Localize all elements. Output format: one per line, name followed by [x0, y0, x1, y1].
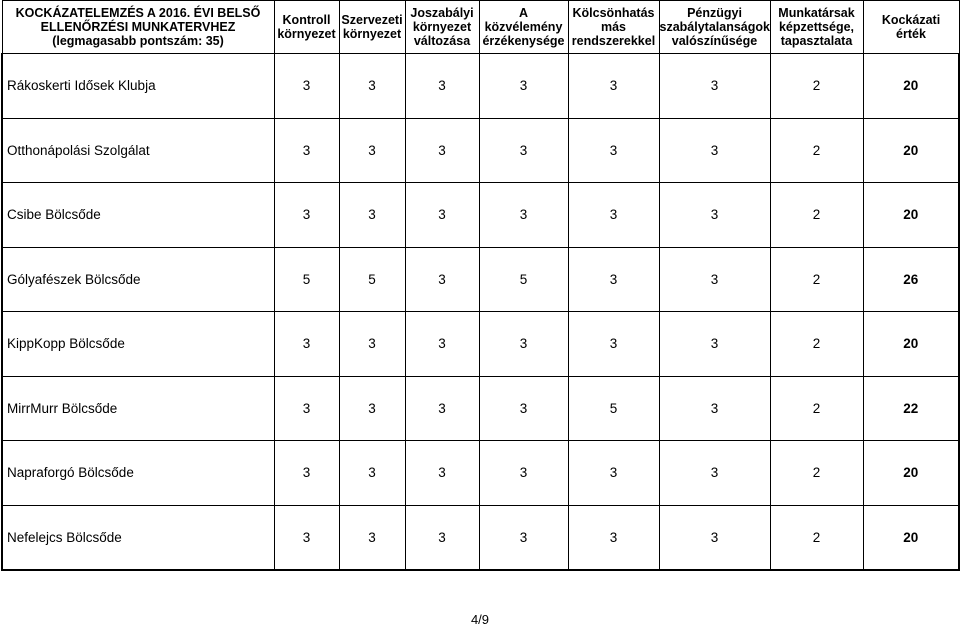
score-cell: 5: [479, 247, 568, 312]
row-name: Napraforgó Bölcsőde: [2, 441, 274, 506]
total-cell: 26: [863, 247, 959, 312]
score-cell: 3: [479, 54, 568, 119]
row-name: Nefelejcs Bölcsőde: [2, 505, 274, 570]
score-cell: 3: [339, 54, 405, 119]
col-header-line: valószínűsége: [671, 34, 758, 48]
col-header-szervezeti: [339, 1, 405, 54]
col-header-line: Pénzügyi: [687, 6, 742, 20]
col-header-jogszabalyi: [405, 1, 479, 54]
score-cell: 3: [479, 118, 568, 183]
row-name: MirrMurr Bölcsőde: [2, 376, 274, 441]
score-cell: 3: [339, 505, 405, 570]
col-header-kozvelemeny: [479, 1, 568, 54]
col-header-line: környezet: [342, 27, 402, 41]
score-cell: 3: [274, 183, 339, 248]
col-header-kontroll: [274, 1, 339, 54]
col-header-line: Kockázati: [881, 13, 941, 27]
col-header-line: változása: [413, 34, 471, 48]
col-header-line: más: [600, 20, 627, 34]
score-cell: 3: [568, 118, 659, 183]
col-header-line: Kontroll: [282, 13, 331, 27]
total-cell: 20: [863, 312, 959, 377]
table-row: [2, 505, 959, 570]
score-cell: 3: [339, 441, 405, 506]
col-header-line: szabálytalanságok: [659, 20, 770, 34]
total-cell: 22: [863, 376, 959, 441]
score-cell: 5: [274, 247, 339, 312]
col-header-line: érzékenysége: [482, 34, 565, 48]
score-cell: 3: [405, 183, 479, 248]
col-header-munkatarsak: [770, 1, 863, 54]
table-title: [2, 1, 274, 54]
score-cell: 3: [339, 312, 405, 377]
col-header-line: Munkatársak: [778, 6, 855, 20]
score-cell: 3: [568, 183, 659, 248]
score-cell: 3: [568, 312, 659, 377]
score-cell: 3: [479, 505, 568, 570]
score-cell: 3: [568, 441, 659, 506]
title-line: ELLENŐRZÉSI MUNKATERVHEZ: [40, 20, 236, 34]
score-cell: 3: [659, 247, 770, 312]
score-cell: 3: [659, 183, 770, 248]
col-header-line: érték: [896, 27, 926, 41]
score-cell: 3: [479, 312, 568, 377]
score-cell: 5: [568, 376, 659, 441]
score-cell: 3: [405, 54, 479, 119]
col-header-penzugyi: [659, 1, 770, 54]
score-cell: 3: [274, 118, 339, 183]
table-row: [2, 441, 959, 506]
score-cell: 3: [659, 376, 770, 441]
score-cell: 3: [568, 54, 659, 119]
total-cell: 20: [863, 441, 959, 506]
score-cell: 3: [339, 376, 405, 441]
total-cell: 20: [863, 505, 959, 570]
score-cell: 2: [770, 441, 863, 506]
row-name: KippKopp Bölcsőde: [2, 312, 274, 377]
table-row: [2, 376, 959, 441]
score-cell: 3: [405, 247, 479, 312]
col-header-line: Joszabályi: [410, 6, 474, 20]
col-header-kockazati-ertek: [863, 1, 959, 54]
score-cell: 3: [274, 376, 339, 441]
score-cell: 3: [339, 118, 405, 183]
title-line: (legmagasabb pontszám: 35): [52, 34, 224, 48]
score-cell: 3: [405, 505, 479, 570]
col-header-line: környezet: [277, 27, 336, 41]
score-cell: 3: [274, 312, 339, 377]
table-body: [2, 54, 959, 571]
risk-table: [1, 0, 960, 571]
col-header-line: Kölcsönhatás: [572, 6, 655, 20]
title-line: KOCKÁZATELEMZÉS A 2016. ÉVI BELSŐ: [15, 6, 261, 20]
page-number: 4/9: [470, 612, 490, 627]
score-cell: 3: [568, 505, 659, 570]
total-cell: 20: [863, 183, 959, 248]
score-cell: 2: [770, 247, 863, 312]
table-row: [2, 312, 959, 377]
score-cell: 3: [274, 505, 339, 570]
table-row: [2, 247, 959, 312]
score-cell: 3: [479, 441, 568, 506]
col-header-line: rendszerekkel: [571, 34, 656, 48]
table-row: [2, 183, 959, 248]
row-name: Gólyafészek Bölcsőde: [2, 247, 274, 312]
score-cell: 3: [659, 118, 770, 183]
score-cell: 2: [770, 118, 863, 183]
score-cell: 3: [274, 54, 339, 119]
header-row: [2, 1, 959, 54]
score-cell: 2: [770, 312, 863, 377]
score-cell: 2: [770, 54, 863, 119]
table-row: [2, 54, 959, 119]
score-cell: 3: [405, 312, 479, 377]
score-cell: 3: [339, 183, 405, 248]
total-cell: 20: [863, 54, 959, 119]
score-cell: 3: [479, 376, 568, 441]
col-header-line: A közvélemény: [484, 6, 563, 34]
col-header-line: képzettsége,: [778, 20, 855, 34]
col-header-line: Szervezeti: [341, 13, 403, 27]
score-cell: 3: [568, 247, 659, 312]
col-header-line: környezet: [412, 20, 472, 34]
score-cell: 2: [770, 376, 863, 441]
score-cell: 3: [659, 505, 770, 570]
row-name: Otthonápolási Szolgálat: [2, 118, 274, 183]
row-name: Rákoskerti Idősek Klubja: [2, 54, 274, 119]
row-name: Csibe Bölcsőde: [2, 183, 274, 248]
score-cell: 5: [339, 247, 405, 312]
score-cell: 3: [659, 441, 770, 506]
score-cell: 3: [274, 441, 339, 506]
table-row: [2, 118, 959, 183]
score-cell: 3: [659, 54, 770, 119]
score-cell: 3: [405, 376, 479, 441]
score-cell: 3: [405, 118, 479, 183]
score-cell: 3: [659, 312, 770, 377]
score-cell: 2: [770, 183, 863, 248]
col-header-kolcsonhatas: [568, 1, 659, 54]
col-header-line: tapasztalata: [780, 34, 853, 48]
total-cell: 20: [863, 118, 959, 183]
score-cell: 2: [770, 505, 863, 570]
score-cell: 3: [479, 183, 568, 248]
score-cell: 3: [405, 441, 479, 506]
